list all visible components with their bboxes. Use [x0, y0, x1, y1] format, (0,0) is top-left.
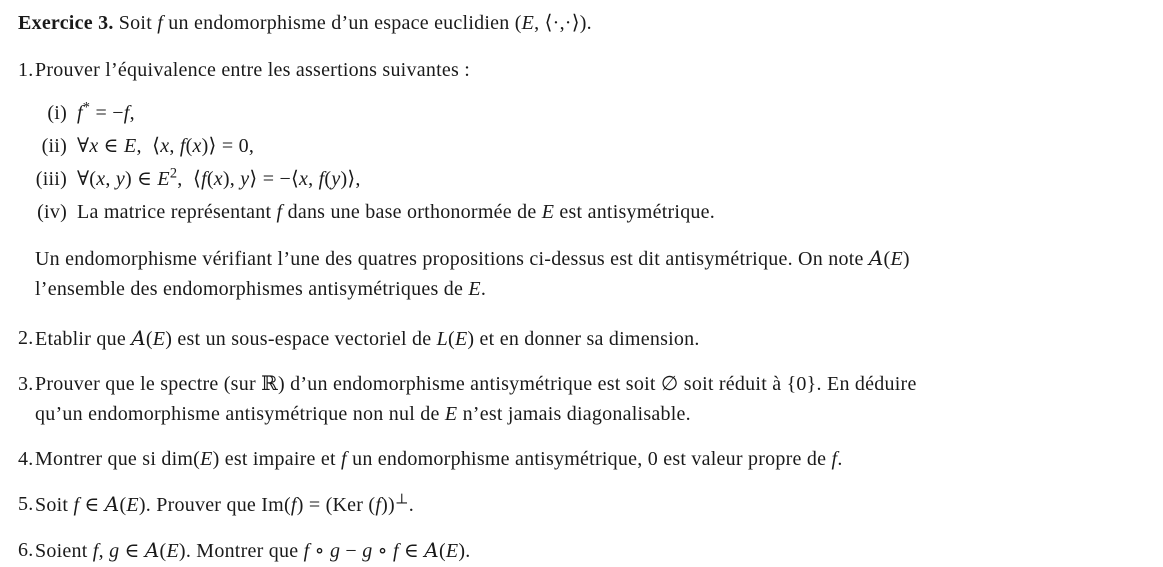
assertion-ii-label: (ii): [41, 135, 67, 157]
question-6-content: [35, 535, 1145, 566]
assertion-list: [35, 98, 1145, 227]
question-1-note: Un endomorphisme vérifiant l’une des quatres propositions ci-dessus est dit antisymétrique. On note A(E) l’ensemble des endomorphismes antisymétriques de E.: [35, 246, 910, 300]
assertion-iv: [35, 197, 1145, 227]
assertion-i-text: f* = −f,: [77, 99, 135, 124]
assertion-iv-text: La matrice représentant f dans une base orthonormée de E est antisymétrique.: [77, 201, 716, 223]
question-6: [18, 535, 1145, 566]
question-3-number: 3.: [18, 373, 34, 395]
question-1-content: [35, 55, 1145, 308]
assertion-i: [35, 98, 1145, 128]
question-2-number: 2.: [18, 327, 34, 349]
question-5-text: Soit f ∈ A(E). Prouver que Im(f) = (Ker (f))⊥.: [35, 491, 414, 516]
assertion-iii-text: ∀(x, y) ∈ $E^2$, ⟨f(x), y⟩ = −⟨x, f(y)⟩,: [77, 165, 361, 190]
question-6-text: Soient f, g ∈ A(E). Montrer que f ∘ g − g ∘ f ∈ A(E).: [35, 538, 471, 562]
assertion-ii: [35, 131, 1145, 161]
question-1-number: 1.: [18, 59, 34, 81]
assertion-iv-label: (iv): [37, 201, 67, 223]
question-5-number: 5.: [18, 493, 34, 515]
question-6-number: 6.: [18, 539, 34, 561]
assertion-iii: [35, 164, 1145, 194]
exercise-label: Exercice 3.: [18, 12, 114, 34]
question-1: [18, 55, 1145, 308]
question-4-content: [35, 444, 1145, 474]
question-2: [18, 323, 1145, 354]
question-5-content: [35, 489, 1145, 520]
question-4-text: Montrer que si dim(E) est impaire et f un endomorphisme antisymétrique, 0 est valeur propre de f.: [35, 448, 843, 470]
assertion-ii-text: ∀x ∈ E, ⟨x, f(x)⟩ = 0,: [77, 135, 255, 157]
question-3-content: [35, 369, 1145, 429]
question-1-text: Prouver l’équivalence entre les assertions suivantes :: [35, 59, 471, 81]
question-4-number: 4.: [18, 448, 34, 470]
assertion-iii-label: (iii): [35, 168, 67, 190]
assertion-i-label: (i): [47, 102, 67, 124]
page-title: [18, 8, 1145, 38]
question-3: [18, 369, 1145, 429]
exercise-intro: Soit f un endomorphisme d’un espace euclidien (E, ⟨·,·⟩).: [113, 12, 592, 34]
question-3-text: Prouver que le spectre (sur ℝ) d’un endomorphisme antisymétrique est soit ∅ soit réduit à {0}. En déduire qu’un endomorphisme antisymétrique non nul de E n’est jamais diagonalisable.: [35, 373, 917, 425]
question-4: [18, 444, 1145, 474]
question-2-text: Etablir que A(E) est un sous-espace vectoriel de L(E) et en donner sa dimension.: [35, 326, 700, 350]
question-5: [18, 489, 1145, 520]
question-2-content: [35, 323, 1145, 354]
